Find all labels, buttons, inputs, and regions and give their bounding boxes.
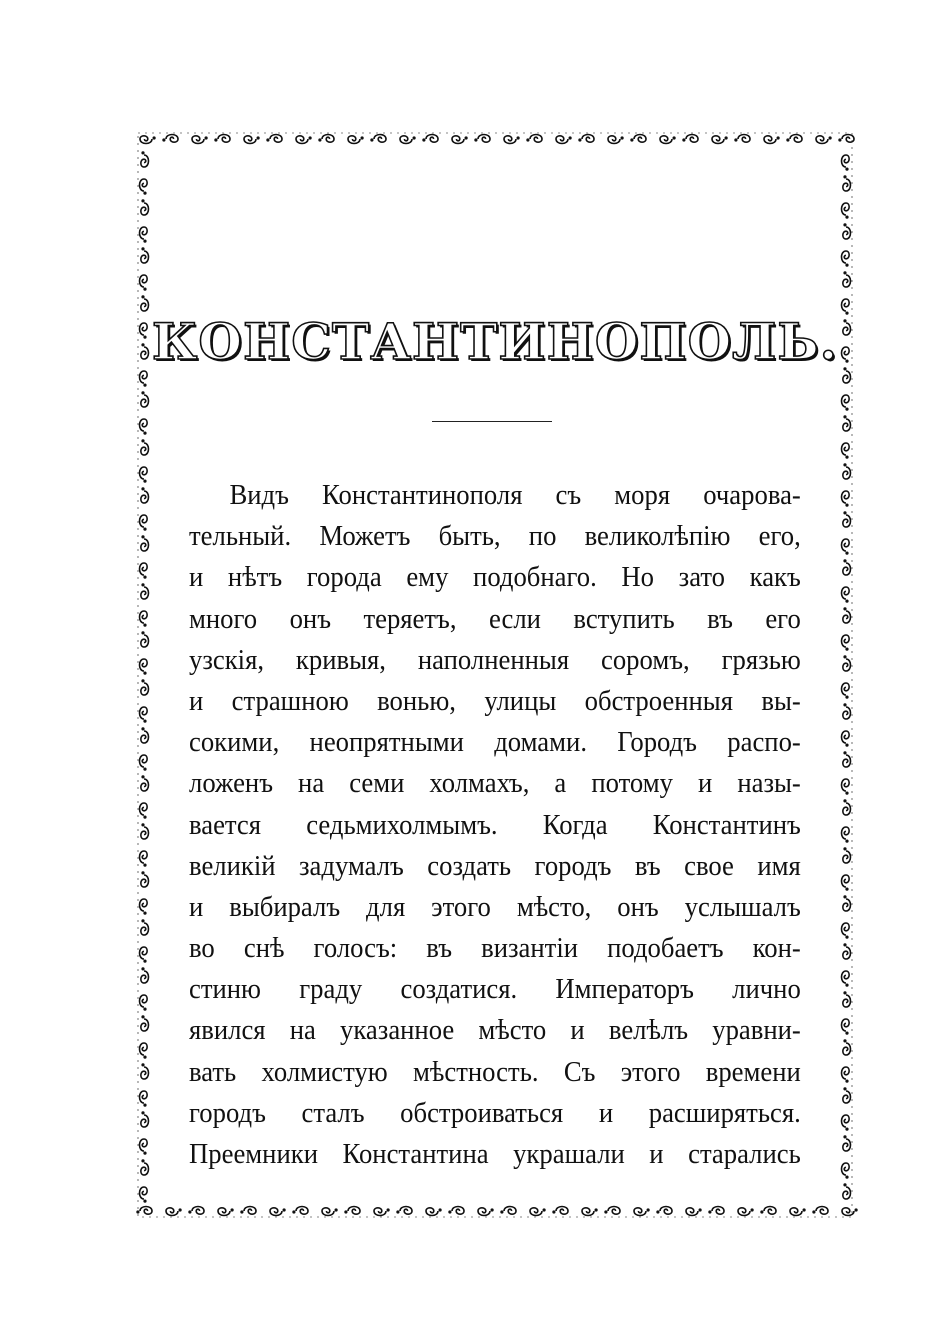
text-line: и выбиралъ для этого мѣсто, онъ услышалъ <box>189 890 801 923</box>
border-scroll-ornament <box>322 1208 338 1216</box>
border-scroll-ornament <box>738 1208 754 1216</box>
border-scroll-ornament <box>400 136 416 144</box>
border-scroll-ornament <box>843 991 851 1007</box>
border-scroll-ornament <box>140 515 148 531</box>
border-scroll-ornament <box>140 899 148 915</box>
border-scroll-ornament <box>686 1208 702 1216</box>
border-scroll-ornament <box>141 295 149 311</box>
border-scroll-ornament <box>141 439 149 455</box>
title-divider <box>432 421 552 422</box>
border-scroll-ornament <box>708 1207 724 1215</box>
border-scroll-ornament <box>141 967 149 983</box>
border-scroll-ornament <box>843 463 851 479</box>
border-scroll-ornament <box>712 136 728 144</box>
border-scroll-ornament <box>786 135 802 143</box>
text-line: Видъ Константинополя съ моря очарова- <box>229 479 801 511</box>
border-scroll-ornament <box>140 419 148 435</box>
border-scroll-ornament <box>843 559 851 575</box>
border-scroll-ornament <box>843 607 851 623</box>
border-scroll-ornament <box>842 635 850 651</box>
border-scroll-ornament <box>140 467 148 483</box>
border-scroll-ornament <box>141 1015 149 1031</box>
border-scroll-ornament <box>842 491 850 507</box>
border-scroll-ornament <box>140 707 148 723</box>
border-scroll-ornament <box>843 415 851 431</box>
border-scroll-ornament <box>162 135 178 143</box>
border-scroll-ornament <box>764 136 780 144</box>
border-scroll-ornament <box>218 1208 234 1216</box>
border-scroll-ornament <box>556 136 572 144</box>
border-scroll-ornament <box>140 755 148 771</box>
border-scroll-ornament <box>843 703 851 719</box>
border-scroll-ornament <box>812 1207 828 1215</box>
border-scroll-ornament <box>240 1207 256 1215</box>
border-scroll-ornament <box>504 136 520 144</box>
border-scroll-ornament <box>816 136 832 144</box>
text-line: и нѣтъ города ему подобнаго. Но зато какъ <box>189 561 801 594</box>
border-scroll-ornament <box>604 1207 620 1215</box>
border-scroll-ornament <box>244 136 260 144</box>
border-scroll-ornament <box>370 135 386 143</box>
border-scroll-ornament <box>140 227 148 243</box>
border-scroll-ornament <box>141 1111 149 1127</box>
text-line: ложенъ на семи холмахъ, а потому и назы- <box>189 767 801 800</box>
border-scroll-ornament <box>478 1208 494 1216</box>
border-scroll-ornament <box>843 223 851 239</box>
border-scroll-ornament <box>842 1019 850 1035</box>
border-scroll-ornament <box>843 751 851 767</box>
border-scroll-ornament <box>842 1115 850 1131</box>
text-line: стиню граду создатися. Императоръ лично <box>189 973 801 1006</box>
border-scroll-ornament <box>292 1207 308 1215</box>
border-scroll-ornament <box>474 135 490 143</box>
border-scroll-ornament <box>141 535 149 551</box>
border-scroll-ornament <box>141 247 149 263</box>
border-scroll-ornament <box>166 1208 182 1216</box>
text-line: узскія, кривыя, наполненныя соромъ, грязью <box>189 643 801 676</box>
border-scroll-ornament <box>141 391 149 407</box>
border-scroll-ornament <box>140 803 148 819</box>
border-scroll-ornament <box>140 1139 148 1155</box>
border-scroll-ornament <box>842 683 850 699</box>
border-scroll-ornament <box>843 175 851 191</box>
border-scroll-ornament <box>838 135 854 143</box>
border-scroll-ornament <box>348 136 364 144</box>
border-scroll-ornament <box>630 135 646 143</box>
border-scroll-ornament <box>842 395 850 411</box>
border-scroll-ornament <box>843 943 851 959</box>
border-scroll-ornament <box>842 539 850 555</box>
border-scroll-ornament <box>552 1207 568 1215</box>
border-scroll-ornament <box>140 136 156 144</box>
text-line: городъ сталъ обстроиваться и расширяться. <box>189 1096 801 1129</box>
text-line: много онъ теряетъ, если вступить въ его <box>189 602 801 635</box>
border-scroll-ornament <box>374 1208 390 1216</box>
border-scroll-ornament <box>682 135 698 143</box>
border-scroll-ornament <box>426 1208 442 1216</box>
border-scroll-ornament <box>843 1039 851 1055</box>
border-scroll-ornament <box>140 179 148 195</box>
border-scroll-ornament <box>608 136 624 144</box>
border-scroll-ornament <box>842 587 850 603</box>
border-scroll-ornament <box>843 271 851 287</box>
border-scroll-ornament <box>842 1163 850 1179</box>
border-scroll-ornament <box>141 919 149 935</box>
border-scroll-ornament <box>141 823 149 839</box>
border-scroll-ornament <box>842 1208 858 1216</box>
border-scroll-ornament <box>843 511 851 527</box>
border-scroll-ornament <box>842 155 850 171</box>
body-text <box>189 475 801 1175</box>
border-scroll-ornament <box>500 1207 516 1215</box>
border-scroll-ornament <box>141 583 149 599</box>
border-scroll-ornament <box>842 203 850 219</box>
border-scroll-ornament <box>843 1087 851 1103</box>
border-scroll-ornament <box>192 136 208 144</box>
border-scroll-ornament <box>634 1208 650 1216</box>
border-scroll-ornament <box>842 443 850 459</box>
border-scroll-ornament <box>530 1208 546 1216</box>
page-title: КОНСТАНТИНОПОЛЬ. <box>151 312 839 371</box>
border-scroll-ornament <box>344 1207 360 1215</box>
border-scroll-ornament <box>843 1135 851 1151</box>
border-scroll-ornament <box>140 1187 148 1203</box>
border-scroll-ornament <box>578 135 594 143</box>
border-scroll-ornament <box>843 1183 851 1199</box>
text-line: и страшною вонью, улицы обстроенныя вы- <box>189 684 801 717</box>
border-scroll-ornament <box>141 487 149 503</box>
border-scroll-ornament <box>140 659 148 675</box>
border-scroll-ornament <box>656 1207 672 1215</box>
border-scroll-ornament <box>760 1207 776 1215</box>
border-scroll-ornament <box>136 1207 152 1215</box>
border-scroll-ornament <box>448 1207 464 1215</box>
border-scroll-ornament <box>140 995 148 1011</box>
border-scroll-ornament <box>266 135 282 143</box>
border-scroll-ornament <box>318 135 334 143</box>
border-scroll-ornament <box>842 923 850 939</box>
border-scroll-ornament <box>141 631 149 647</box>
border-scroll-ornament <box>140 371 148 387</box>
text-line: великій задумалъ создать городъ въ свое имя <box>189 849 801 882</box>
border-scroll-ornament <box>842 779 850 795</box>
text-line: вается седьмихолмымъ. Когда Константинъ <box>189 808 801 841</box>
border-scroll-ornament <box>141 199 149 215</box>
border-scroll-ornament <box>140 611 148 627</box>
text-line: Преемники Константина украшали и старались <box>189 1138 801 1170</box>
border-scroll-ornament <box>526 135 542 143</box>
border-scroll-ornament <box>452 136 468 144</box>
text-line: сокими, неопрятными домами. Городъ распо- <box>189 726 801 759</box>
border-scroll-ornament <box>842 827 850 843</box>
border-scroll-ornament <box>842 1067 850 1083</box>
border-scroll-ornament <box>842 731 850 747</box>
border-scroll-ornament <box>140 563 148 579</box>
border-scroll-ornament <box>214 135 230 143</box>
border-scroll-ornament <box>140 851 148 867</box>
border-scroll-ornament <box>270 1208 286 1216</box>
border-scroll-ornament <box>734 135 750 143</box>
text-line: тельный. Можетъ быть, по великолѣпію его, <box>189 520 801 553</box>
border-scroll-ornament <box>843 847 851 863</box>
text-line: вать холмистую мѣстность. Съ этого времени <box>189 1055 801 1088</box>
border-scroll-ornament <box>842 971 850 987</box>
border-scroll-ornament <box>141 1063 149 1079</box>
border-scroll-ornament <box>843 655 851 671</box>
border-scroll-ornament <box>141 679 149 695</box>
border-scroll-ornament <box>188 1207 204 1215</box>
border-scroll-ornament <box>422 135 438 143</box>
border-scroll-ornament <box>140 1043 148 1059</box>
border-scroll-ornament <box>296 136 312 144</box>
border-scroll-ornament <box>141 727 149 743</box>
border-scroll-ornament <box>396 1207 412 1215</box>
border-scroll-ornament <box>843 799 851 815</box>
text-line: явился на указанное мѣсто и велѣлъ уравни- <box>189 1014 801 1047</box>
border-scroll-ornament <box>140 1091 148 1107</box>
border-scroll-ornament <box>660 136 676 144</box>
border-scroll-ornament <box>140 275 148 291</box>
border-scroll-ornament <box>790 1208 806 1216</box>
border-scroll-ornament <box>843 895 851 911</box>
border-scroll-ornament <box>141 1159 149 1175</box>
border-scroll-ornament <box>141 775 149 791</box>
border-scroll-ornament <box>141 871 149 887</box>
border-scroll-ornament <box>842 251 850 267</box>
text-line: во снѣ голосъ: въ византіи подобаетъ кон- <box>189 932 801 965</box>
border-scroll-ornament <box>141 151 149 167</box>
border-scroll-ornament <box>842 875 850 891</box>
border-scroll-ornament <box>582 1208 598 1216</box>
border-scroll-ornament <box>140 947 148 963</box>
